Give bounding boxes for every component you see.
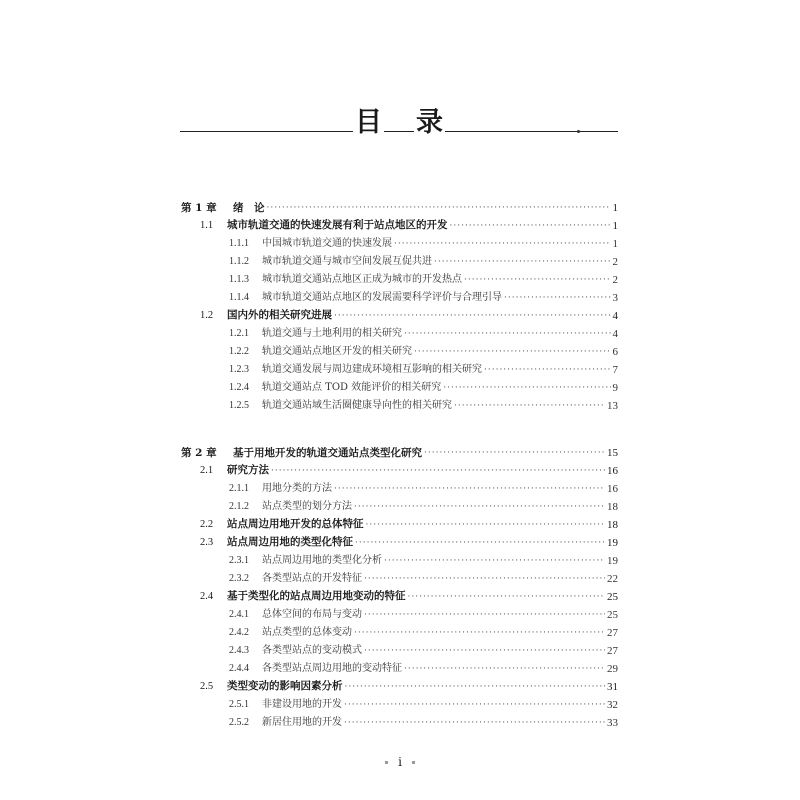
entry-page: 22 xyxy=(607,573,618,585)
entry-number: 1.1.3 xyxy=(229,274,249,285)
entry-page: 25 xyxy=(607,609,618,621)
leader-dots xyxy=(408,590,606,604)
entry-page: 18 xyxy=(607,501,618,513)
toc-entry-1-1-2[interactable] xyxy=(181,251,618,269)
entry-number: 1.1.1 xyxy=(229,238,249,249)
entry-page: 32 xyxy=(607,699,618,711)
toc-entry-1-2-1[interactable] xyxy=(181,323,618,341)
entry-page: 29 xyxy=(607,663,618,675)
page-number: i xyxy=(398,755,402,769)
leader-dots xyxy=(271,464,605,478)
entry-number: 1.2.1 xyxy=(229,328,249,339)
toc-entry-ch1[interactable] xyxy=(181,197,618,215)
entry-number: 2.5.1 xyxy=(229,699,249,710)
entry-number: 第 1 章 xyxy=(181,202,217,214)
entry-page: 19 xyxy=(607,555,618,567)
leader-dots xyxy=(364,572,605,586)
entry-number: 2.3 xyxy=(200,537,214,548)
entry-title: 站点类型的总体变动 xyxy=(262,627,352,638)
leader-dots xyxy=(504,291,611,305)
entry-number: 2.4.2 xyxy=(229,627,249,638)
entry-title: 研究方法 xyxy=(227,464,269,476)
entry-number: 2.1.1 xyxy=(229,483,249,494)
entry-number: 1.1.4 xyxy=(229,292,249,303)
entry-title: 非建设用地的开发 xyxy=(262,699,342,710)
toc-entry-2-1-2[interactable] xyxy=(181,496,618,514)
leader-dots xyxy=(344,698,605,712)
entry-title: 类型变动的影响因素分析 xyxy=(227,680,343,692)
entry-number: 2.1.2 xyxy=(229,501,249,512)
leader-dots xyxy=(404,662,605,676)
leader-dots xyxy=(404,327,611,341)
toc-entry-1-2-5[interactable] xyxy=(181,395,618,413)
entry-title: 中国城市轨道交通的快速发展 xyxy=(262,238,392,249)
entry-title: 绪 论 xyxy=(233,202,265,214)
entry-number: 1.1.2 xyxy=(229,256,249,267)
entry-page: 2 xyxy=(612,274,618,286)
entry-page: 19 xyxy=(607,537,618,549)
toc-entry-2-4[interactable] xyxy=(181,586,618,604)
entry-title: 轨道交通站域生活圈健康导向性的相关研究 xyxy=(262,400,452,411)
entry-page: 31 xyxy=(607,681,618,693)
entry-title: 轨道交通站点 TOD 效能评价的相关研究 xyxy=(262,382,442,393)
toc-entry-2-5-1[interactable] xyxy=(181,694,618,712)
entry-number: 2.4.4 xyxy=(229,663,249,674)
leader-dots xyxy=(334,482,605,496)
entry-page: 16 xyxy=(607,465,618,477)
entry-number: 1.1 xyxy=(200,220,214,231)
entry-title: 轨道交通与土地利用的相关研究 xyxy=(262,328,402,339)
leader-dots xyxy=(267,201,611,215)
title-char-1: 目 xyxy=(355,107,382,138)
entry-title: 基于类型化的站点周边用地变动的特征 xyxy=(227,590,406,602)
entry-number: 1.2.5 xyxy=(229,400,249,411)
toc-entry-2-5-2[interactable] xyxy=(181,712,618,730)
leader-dots xyxy=(334,309,611,323)
toc-entry-2-3[interactable] xyxy=(181,532,618,550)
entry-page: 18 xyxy=(607,519,618,531)
entry-page: 16 xyxy=(607,483,618,495)
entry-number: 2.4.1 xyxy=(229,609,249,620)
toc-entry-1-1-1[interactable] xyxy=(181,233,618,251)
toc-entry-1-1[interactable] xyxy=(181,215,618,233)
entry-page: 15 xyxy=(607,447,618,459)
entry-title: 城市轨道交通的快速发展有利于站点地区的开发 xyxy=(227,219,448,231)
toc-entry-2-1[interactable] xyxy=(181,460,618,478)
entry-page: 1 xyxy=(612,238,618,250)
entry-title: 各类型站点的变动模式 xyxy=(262,645,362,656)
entry-page: 13 xyxy=(607,400,618,412)
toc-entry-2-4-4[interactable] xyxy=(181,658,618,676)
entry-page: 9 xyxy=(612,382,618,394)
entry-page: 27 xyxy=(607,645,618,657)
entry-number: 2.3.2 xyxy=(229,573,249,584)
leader-dots xyxy=(434,255,611,269)
leader-dots xyxy=(354,626,605,640)
entry-number: 1.2.3 xyxy=(229,364,249,375)
toc-entry-1-1-3[interactable] xyxy=(181,269,618,287)
leader-dots xyxy=(355,536,605,550)
entry-number: 1.2 xyxy=(200,310,214,321)
entry-page: 25 xyxy=(607,591,618,603)
toc-entry-1-2-3[interactable] xyxy=(181,359,618,377)
entry-page: 3 xyxy=(612,292,618,304)
entry-page: 1 xyxy=(612,202,618,214)
entry-title: 站点周边用地的类型化特征 xyxy=(227,536,353,548)
leader-dots xyxy=(464,273,611,287)
entry-title: 用地分类的方法 xyxy=(262,483,332,494)
entry-number: 2.5.2 xyxy=(229,717,249,728)
title-char-2: 录 xyxy=(416,107,443,138)
leader-dots xyxy=(354,500,605,514)
entry-title: 站点类型的划分方法 xyxy=(262,501,352,512)
entry-number: 第 2 章 xyxy=(181,447,217,459)
entry-title: 站点周边用地的类型化分析 xyxy=(262,555,382,566)
entry-page: 1 xyxy=(612,220,618,232)
toc-entry-2-4-3[interactable] xyxy=(181,640,618,658)
entry-page: 2 xyxy=(612,256,618,268)
entry-title: 站点周边用地开发的总体特征 xyxy=(227,518,364,530)
entry-title: 新居住用地的开发 xyxy=(262,717,342,728)
entry-number: 1.2.4 xyxy=(229,382,249,393)
toc-entry-1-2-2[interactable] xyxy=(181,341,618,359)
toc-entry-1-1-4[interactable] xyxy=(181,287,618,305)
leader-dots xyxy=(366,518,606,532)
toc-entry-ch2[interactable] xyxy=(181,442,618,460)
leader-dots xyxy=(484,363,611,377)
entry-title: 轨道交通发展与周边建成环境相互影响的相关研究 xyxy=(262,364,482,375)
entry-page: 7 xyxy=(612,364,618,376)
footer-ornament-left xyxy=(385,761,388,764)
toc-entry-2-3-2[interactable] xyxy=(181,568,618,586)
entry-title: 城市轨道交通站点地区的发展需要科学评价与合理引导 xyxy=(262,292,502,303)
toc-title-block xyxy=(180,100,618,140)
toc-entry-2-3-1[interactable] xyxy=(181,550,618,568)
leader-dots xyxy=(450,219,611,233)
entry-number: 1.2.2 xyxy=(229,346,249,357)
footer-ornament-right xyxy=(412,761,415,764)
entry-number: 2.3.1 xyxy=(229,555,249,566)
leader-dots xyxy=(454,399,605,413)
toc-entry-1-2-4[interactable] xyxy=(181,377,618,395)
entry-number: 2.2 xyxy=(200,519,214,530)
toc-entry-2-2[interactable] xyxy=(181,514,618,532)
toc-entry-2-4-2[interactable] xyxy=(181,622,618,640)
entry-title: 总体空间的布局与变动 xyxy=(262,609,362,620)
leader-dots xyxy=(364,608,605,622)
entry-number: 2.5 xyxy=(200,681,214,692)
entry-title: 轨道交通站点地区开发的相关研究 xyxy=(262,346,412,357)
toc-entry-2-1-1[interactable] xyxy=(181,478,618,496)
leader-dots xyxy=(384,554,605,568)
title-dot xyxy=(577,130,580,133)
leader-dots xyxy=(344,716,605,730)
leader-dots xyxy=(345,680,606,694)
leader-dots xyxy=(443,381,610,395)
entry-number: 2.1 xyxy=(200,465,214,476)
entry-number: 2.4.3 xyxy=(229,645,249,656)
entry-title: 基于用地开发的轨道交通站点类型化研究 xyxy=(233,447,422,459)
entry-title: 城市轨道交通站点地区正成为城市的开发热点 xyxy=(262,274,462,285)
toc-entry-2-5[interactable] xyxy=(181,676,618,694)
entry-page: 4 xyxy=(612,328,618,340)
entry-page: 4 xyxy=(612,310,618,322)
leader-dots xyxy=(424,446,605,460)
toc-entry-2-4-1[interactable] xyxy=(181,604,618,622)
entry-number: 2.4 xyxy=(200,591,214,602)
toc-entry-1-2[interactable] xyxy=(181,305,618,323)
leader-dots xyxy=(394,237,611,251)
entry-page: 27 xyxy=(607,627,618,639)
entry-title: 国内外的相关研究进展 xyxy=(227,309,332,321)
entry-page: 6 xyxy=(612,346,618,358)
leader-dots xyxy=(364,644,605,658)
entry-title: 城市轨道交通与城市空间发展互促共进 xyxy=(262,256,432,267)
entry-title: 各类型站点周边用地的变动特征 xyxy=(262,663,402,674)
entry-page: 33 xyxy=(607,717,618,729)
entry-title: 各类型站点的开发特征 xyxy=(262,573,362,584)
page-footer xyxy=(0,755,800,769)
page-title xyxy=(180,100,618,139)
leader-dots xyxy=(414,345,611,359)
